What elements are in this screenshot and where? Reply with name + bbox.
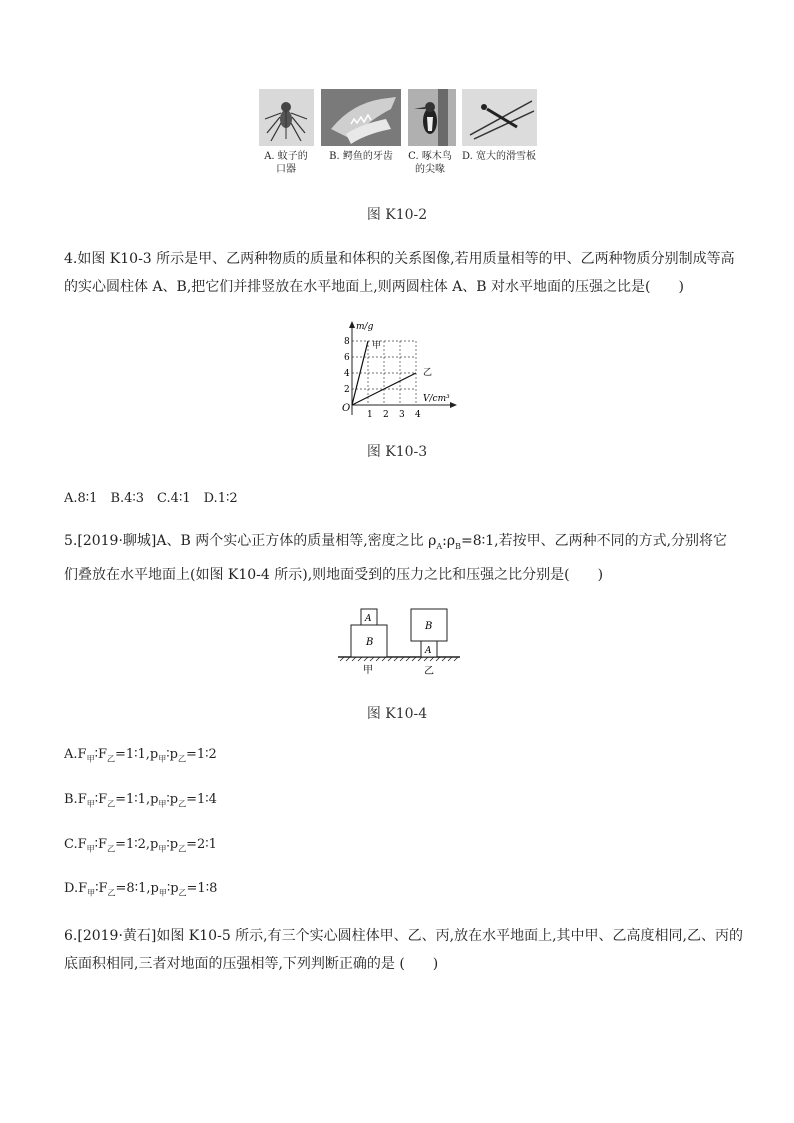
question-6-line1: 6.[2019·黄石]如图 K10-5 所示,有三个实心圆柱体甲、乙、丙,放在水平地面上,其中甲、乙高度相同,乙、丙的	[64, 928, 743, 944]
x-axis-label: V/cm³	[423, 394, 450, 404]
series-label-jia: 甲	[372, 341, 382, 351]
q5-option-b: $B.F_甲∶F_乙=1∶1,p_甲∶p_乙=1∶4$	[64, 792, 217, 809]
caption-b: B. 鳄鱼的牙齿	[329, 151, 393, 162]
caption-c: C. 啄木鸟 的尖喙	[408, 151, 452, 175]
ski-jumper-photo	[462, 89, 537, 146]
y-tick-label: 2	[344, 385, 350, 395]
caption-a: A. 蚊子的 口器	[264, 151, 308, 175]
question-4-line1: 4.如图 K10-3 所示是甲、乙两种物质的质量和体积的关系图像,若用质量相等的甲、乙两种物质分别制成等高	[64, 251, 735, 267]
caption-d: D. 宽大的滑雪板	[461, 151, 537, 162]
label-yi: 乙	[424, 666, 434, 676]
mosquito-photo	[259, 89, 314, 146]
q5-option-a: $A.F_甲∶F_乙=1∶1,p_甲∶p_乙=1∶2$	[64, 747, 217, 764]
series-label-yi: 乙	[423, 368, 433, 378]
figure-k10-3-label: 图 K10-3	[366, 444, 428, 460]
y-axis-arrow	[349, 321, 355, 328]
crocodile-icon	[321, 89, 401, 146]
cube-a-right-label: A	[425, 646, 432, 656]
cube-b-right-label: B	[425, 621, 433, 632]
woodpecker-photo	[408, 89, 456, 146]
cube-a-left-label: A	[365, 614, 372, 624]
label-jia: 甲	[363, 665, 373, 676]
mass-volume-chart	[330, 315, 470, 425]
question-5-line2: 们叠放在水平地面上(如图 K10-4 所示),则地面受到的压力之比和压强之比分别是( )	[64, 566, 604, 583]
woodpecker-icon	[408, 89, 456, 146]
figure-k10-2-label: 图 K10-2	[366, 207, 428, 223]
question-4-line2: 的实心圆柱体 A、B,把它们并排竖放在水平地面上,则两圆柱体 A、B 对水平地面的压强之比是( )	[64, 279, 684, 295]
x-tick-label: 3	[399, 410, 405, 420]
y-axis-label: m/g	[356, 322, 374, 332]
x-axis-arrow	[450, 402, 457, 408]
origin-label: O	[342, 403, 351, 414]
question-4	[64, 245, 744, 301]
x-tick-label: 2	[383, 410, 389, 420]
stacked-cubes-figure	[334, 604, 464, 676]
question-5-line1: 5.[2019·聊城]A、B 两个实心正方体的质量相等,密度之比 $\rho_A:\rho_B=8∶1$,若按甲、乙两种不同的方式,分别将它	[64, 533, 728, 551]
cube-b-left-label: B	[366, 637, 374, 648]
y-tick-label: 6	[344, 353, 350, 363]
q5-option-d: $D.F_甲∶F_乙=8∶1,p_甲∶p_乙=1∶8$	[64, 881, 218, 898]
y-tick-label: 8	[344, 337, 350, 347]
mosquito-icon	[259, 89, 314, 146]
y-tick-label: 4	[344, 369, 350, 379]
question-6-line2: 底面积相同,三者对地面的压强相等,下列判断正确的是 ( )	[64, 956, 439, 972]
ski-jumper-icon	[462, 89, 537, 146]
x-tick-label: 4	[415, 410, 421, 420]
question-6	[64, 922, 744, 978]
crocodile-photo	[321, 89, 401, 146]
x-tick-label: 1	[367, 410, 373, 420]
q5-option-c: $C.F_甲∶F_乙=1∶2,p_甲∶p_乙=2∶1$	[64, 837, 217, 854]
chart-grid	[352, 341, 416, 405]
question-4-options: A.8∶1 B.4∶3 C.4∶1 D.1∶2	[64, 491, 238, 506]
figure-k10-4-label: 图 K10-4	[366, 706, 428, 722]
question-5	[64, 527, 744, 589]
